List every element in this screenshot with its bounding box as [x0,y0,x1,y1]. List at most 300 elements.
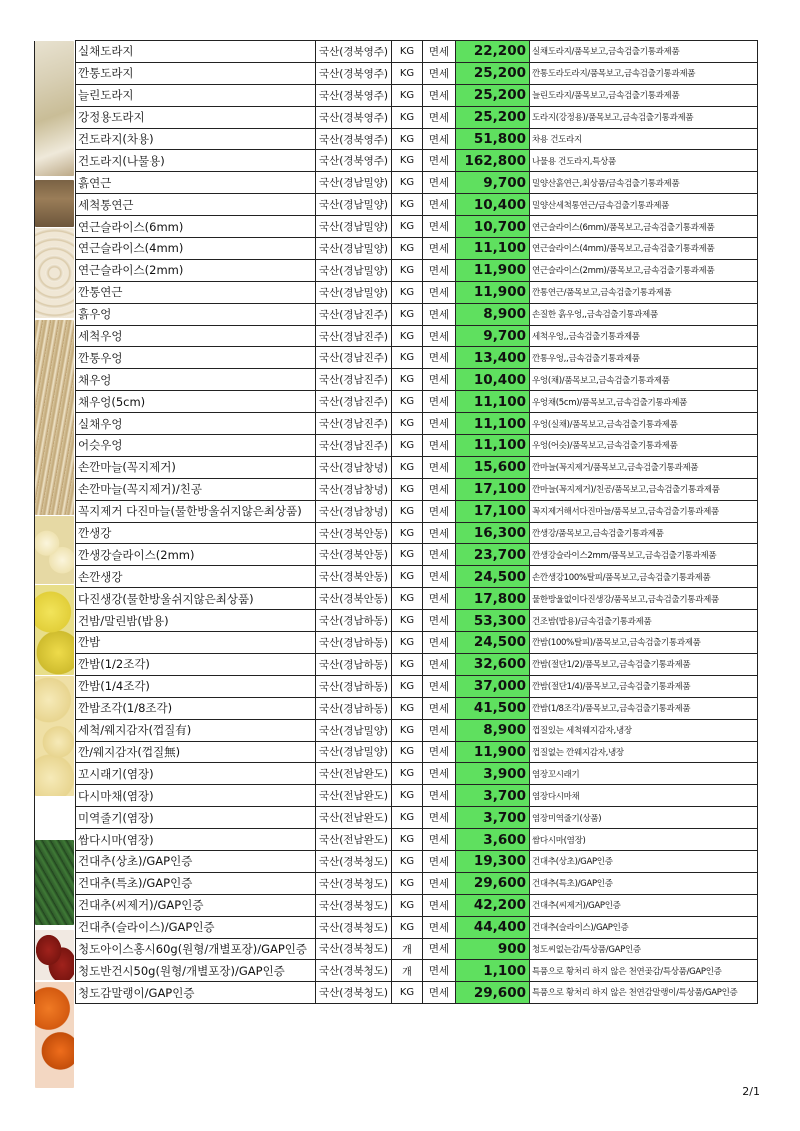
product-note: 도라지(강정용)/품목보고,금속검출기통과제품 [530,106,758,128]
product-unit: KG [392,150,423,172]
product-price: 162,800 [456,150,530,172]
product-note: 건대추(특초)/GAP인증 [530,872,758,894]
product-origin: 국산(경북영주) [316,62,392,84]
product-price: 53,300 [456,610,530,632]
table-row [35,259,758,281]
tax-status: 면세 [423,303,456,325]
product-unit: KG [392,566,423,588]
product-unit: KG [392,456,423,478]
table-row [35,872,758,894]
product-name: 늘린도라지 [76,84,316,106]
product-origin: 국산(전남완도) [316,829,392,851]
product-note: 깐통우엉,,금속검출기통과제품 [530,347,758,369]
product-unit: KG [392,128,423,150]
product-name: 깐통우엉 [76,347,316,369]
product-unit: KG [392,741,423,763]
table-row [35,894,758,916]
tax-status: 면세 [423,347,456,369]
tax-status: 면세 [423,150,456,172]
product-unit: KG [392,62,423,84]
product-unit: KG [392,894,423,916]
product-unit: KG [392,829,423,851]
table-row [35,216,758,238]
table-row [35,281,758,303]
product-note: 손질한 흙우엉,,금속검출기통과제품 [530,303,758,325]
product-price: 10,700 [456,216,530,238]
product-price: 9,700 [456,325,530,347]
product-origin: 국산(전남완도) [316,785,392,807]
product-unit: KG [392,259,423,281]
product-name: 세척통연근 [76,194,316,216]
product-name: 깐/웨지감자(껍질無) [76,741,316,763]
product-unit: KG [392,522,423,544]
product-price: 1,100 [456,960,530,982]
product-price: 11,100 [456,238,530,260]
product-price: 15,600 [456,456,530,478]
product-name: 채우엉 [76,369,316,391]
product-price: 3,900 [456,763,530,785]
product-name: 청도반건시50g(원형/개별포장)/GAP인증 [76,960,316,982]
product-price: 41,500 [456,697,530,719]
product-unit: KG [392,391,423,413]
product-name: 건대추(슬라이스)/GAP인증 [76,916,316,938]
product-name: 건대추(씨제거)/GAP인증 [76,894,316,916]
product-price: 17,100 [456,478,530,500]
product-name: 연근슬라이스(2mm) [76,259,316,281]
price-table-body [35,41,758,1004]
product-unit: KG [392,500,423,522]
product-name: 미역줄기(염장) [76,807,316,829]
tax-status: 면세 [423,456,456,478]
table-row [35,916,758,938]
product-name: 건밤/말린밤(밥용) [76,610,316,632]
product-unit: KG [392,916,423,938]
product-name: 다시마채(염장) [76,785,316,807]
product-note: 깐마늘(꼭지제거)/친공/품목보고,금속검출기통과제품 [530,478,758,500]
product-origin: 국산(경남창녕) [316,456,392,478]
tax-status: 면세 [423,741,456,763]
seaweed-photo [35,840,74,925]
tax-status: 면세 [423,982,456,1004]
product-note: 특품으로 황처리 하지 않은 천연곶감/특상품/GAP인증 [530,960,758,982]
tax-status: 면세 [423,566,456,588]
product-unit: KG [392,982,423,1004]
product-note: 쌈다시마(염장) [530,829,758,851]
table-row [35,675,758,697]
product-name: 채우엉(5cm) [76,391,316,413]
product-unit: KG [392,785,423,807]
product-unit: 개 [392,938,423,960]
product-note: 깐통연근/품목보고,금속검출기통과제품 [530,281,758,303]
tax-status: 면세 [423,216,456,238]
product-origin: 국산(경남밀양) [316,172,392,194]
product-note: 우엉(실채)/품목보고,금속검출기통과제품 [530,413,758,435]
product-name: 실채도라지 [76,41,316,63]
tax-status: 면세 [423,544,456,566]
product-unit: KG [392,194,423,216]
table-row [35,785,758,807]
table-row [35,478,758,500]
product-name: 세척우엉 [76,325,316,347]
product-origin: 국산(경북청도) [316,960,392,982]
table-row [35,588,758,610]
jujube-photo [35,930,74,980]
product-unit: KG [392,369,423,391]
product-note: 깐생강/품목보고,금속검출기통과제품 [530,522,758,544]
product-note: 연근슬라이스(4mm)/품목보고,금속검출기통과제품 [530,238,758,260]
product-unit: KG [392,653,423,675]
product-origin: 국산(경남창녕) [316,500,392,522]
tax-status: 면세 [423,653,456,675]
product-note: 깐밤(절단1/4)/품목보고,금속검출기통과제품 [530,675,758,697]
table-row [35,763,758,785]
product-note: 손깐생강100%탈피/품목보고,금속검출기통과제품 [530,566,758,588]
product-name: 깐통연근 [76,281,316,303]
product-unit: KG [392,478,423,500]
product-price: 11,900 [456,741,530,763]
product-note: 연근슬라이스(6mm)/품목보고,금속검출기통과제품 [530,216,758,238]
product-note: 깐밤(100%탈피)/품목보고,금속검출기통과제품 [530,632,758,654]
product-origin: 국산(경북청도) [316,916,392,938]
product-price: 11,900 [456,259,530,281]
table-row [35,544,758,566]
product-price: 8,900 [456,303,530,325]
table-row [35,982,758,1004]
tax-status: 면세 [423,435,456,457]
product-unit: KG [392,325,423,347]
tax-status: 면세 [423,84,456,106]
tax-status: 면세 [423,588,456,610]
product-unit: KG [392,172,423,194]
product-origin: 국산(전남완도) [316,763,392,785]
product-note: 깐밤(절단1/2)/품목보고,금속검출기통과제품 [530,653,758,675]
product-note: 건대추(슬라이스)/GAP인증 [530,916,758,938]
table-row [35,960,758,982]
product-origin: 국산(경북청도) [316,850,392,872]
product-name: 흙우엉 [76,303,316,325]
table-row [35,150,758,172]
table-row [35,741,758,763]
tax-status: 면세 [423,522,456,544]
table-row [35,325,758,347]
product-unit: KG [392,675,423,697]
product-name: 청도감말랭이/GAP인증 [76,982,316,1004]
doraji-photo [35,41,74,176]
tax-status: 면세 [423,675,456,697]
product-note: 껍질없는 깐웨지감자,냉장 [530,741,758,763]
product-name: 실채우엉 [76,413,316,435]
product-price: 16,300 [456,522,530,544]
tax-status: 면세 [423,259,456,281]
product-origin: 국산(경북청도) [316,938,392,960]
product-price: 17,100 [456,500,530,522]
price-list-sheet [34,40,757,1004]
product-price: 19,300 [456,850,530,872]
product-name: 깐밤 [76,632,316,654]
product-origin: 국산(경남하동) [316,610,392,632]
tax-status: 면세 [423,719,456,741]
product-note: 건대추(상초)/GAP인증 [530,850,758,872]
product-note: 우엉(채)/품목보고,금속검출기통과제품 [530,369,758,391]
product-note: 밀양산세척통연근/금속검출기통과제품 [530,194,758,216]
product-origin: 국산(경남밀양) [316,741,392,763]
product-name: 손깐마늘(꼭지제거)/친공 [76,478,316,500]
product-unit: KG [392,850,423,872]
product-origin: 국산(경남진주) [316,391,392,413]
product-image-cell [35,807,76,829]
tax-status: 면세 [423,238,456,260]
product-unit: KG [392,872,423,894]
product-name: 건도라지(차용) [76,128,316,150]
product-origin: 국산(경남진주) [316,435,392,457]
product-price: 11,100 [456,413,530,435]
product-origin: 국산(경남창녕) [316,478,392,500]
table-row [35,391,758,413]
product-price: 3,700 [456,807,530,829]
price-table [34,40,758,1004]
product-name: 연근슬라이스(4mm) [76,238,316,260]
product-unit: KG [392,281,423,303]
table-row [35,435,758,457]
product-name: 꼬시래기(염장) [76,763,316,785]
product-name: 건대추(특초)/GAP인증 [76,872,316,894]
table-row [35,62,758,84]
product-origin: 국산(경남진주) [316,303,392,325]
product-origin: 국산(경북청도) [316,982,392,1004]
tax-status: 면세 [423,697,456,719]
product-origin: 국산(경북안동) [316,588,392,610]
tax-status: 면세 [423,325,456,347]
tax-status: 면세 [423,62,456,84]
table-row [35,653,758,675]
table-row [35,829,758,851]
product-origin: 국산(경남밀양) [316,719,392,741]
product-note: 깐통도라도라지/품목보고,금속검출기통과제품 [530,62,758,84]
product-price: 25,200 [456,106,530,128]
tax-status: 면세 [423,194,456,216]
table-row [35,369,758,391]
table-row [35,194,758,216]
product-origin: 국산(전남완도) [316,807,392,829]
product-note: 특품으로 황처리 하지 않은 천연감말랭이/특상품/GAP인증 [530,982,758,1004]
product-name: 청도아이스홍시60g(원형/개별포장)/GAP인증 [76,938,316,960]
product-note: 깐생강슬라이스2mm/품목보고,금속검출기통과제품 [530,544,758,566]
product-origin: 국산(경북안동) [316,522,392,544]
product-unit: KG [392,719,423,741]
product-origin: 국산(경북영주) [316,106,392,128]
lotus-slice-photo [35,228,74,318]
product-price: 17,800 [456,588,530,610]
product-unit: KG [392,347,423,369]
tax-status: 면세 [423,391,456,413]
product-note: 우엉채(5cm)/품목보고,금속검출기통과제품 [530,391,758,413]
product-price: 10,400 [456,194,530,216]
table-row [35,500,758,522]
table-row [35,610,758,632]
product-origin: 국산(경북안동) [316,566,392,588]
tax-status: 면세 [423,894,456,916]
product-origin: 국산(경북영주) [316,84,392,106]
product-name: 어슷우엉 [76,435,316,457]
product-unit: KG [392,588,423,610]
product-origin: 국산(경남밀양) [316,281,392,303]
product-price: 29,600 [456,982,530,1004]
product-price: 11,100 [456,435,530,457]
tax-status: 면세 [423,610,456,632]
tax-status: 면세 [423,829,456,851]
product-origin: 국산(경북영주) [316,150,392,172]
table-row [35,128,758,150]
product-name: 손깐마늘(꼭지제거) [76,456,316,478]
product-price: 24,500 [456,566,530,588]
product-name: 세척/웨지감자(껍질有) [76,719,316,741]
table-row [35,106,758,128]
product-note: 염장다시마채 [530,785,758,807]
table-row [35,522,758,544]
product-name: 쌈다시마(염장) [76,829,316,851]
product-origin: 국산(경남하동) [316,697,392,719]
product-unit: KG [392,544,423,566]
table-row [35,413,758,435]
table-row [35,938,758,960]
product-origin: 국산(경남진주) [316,413,392,435]
product-price: 29,600 [456,872,530,894]
tax-status: 면세 [423,478,456,500]
product-origin: 국산(경북영주) [316,41,392,63]
tax-status: 면세 [423,369,456,391]
product-name: 건도라지(나물용) [76,150,316,172]
product-origin: 국산(경남하동) [316,653,392,675]
product-origin: 국산(경남진주) [316,325,392,347]
product-unit: KG [392,106,423,128]
garlic-photo [35,516,74,584]
table-row [35,238,758,260]
tax-status: 면세 [423,632,456,654]
chestnut-photo [35,676,74,796]
product-price: 22,200 [456,41,530,63]
product-note: 차용 건도라지 [530,128,758,150]
product-price: 13,400 [456,347,530,369]
product-unit: KG [392,697,423,719]
product-price: 11,100 [456,391,530,413]
product-name: 손깐생강 [76,566,316,588]
table-row [35,84,758,106]
product-price: 900 [456,938,530,960]
tax-status: 면세 [423,106,456,128]
product-price: 10,400 [456,369,530,391]
product-unit: KG [392,216,423,238]
product-price: 44,400 [456,916,530,938]
tax-status: 면세 [423,281,456,303]
product-name: 깐생강슬라이스(2mm) [76,544,316,566]
product-unit: KG [392,303,423,325]
product-name: 건대추(상초)/GAP인증 [76,850,316,872]
tax-status: 면세 [423,916,456,938]
product-note: 깐밤(1/8조각)/품목보고,금속검출기통과제품 [530,697,758,719]
tax-status: 면세 [423,763,456,785]
table-row [35,850,758,872]
product-origin: 국산(경북안동) [316,544,392,566]
tax-status: 면세 [423,785,456,807]
product-name: 깐밤조각(1/8조각) [76,697,316,719]
product-origin: 국산(경남밀양) [316,194,392,216]
tax-status: 면세 [423,807,456,829]
product-unit: 개 [392,960,423,982]
product-origin: 국산(경남밀양) [316,216,392,238]
product-note: 청도씨없는감/특상품/GAP인증 [530,938,758,960]
product-origin: 국산(경남하동) [316,675,392,697]
product-price: 51,800 [456,128,530,150]
table-row [35,719,758,741]
table-row [35,456,758,478]
product-note: 염장꼬시래기 [530,763,758,785]
tax-status: 면세 [423,413,456,435]
product-origin: 국산(경북청도) [316,894,392,916]
product-unit: KG [392,84,423,106]
product-unit: KG [392,763,423,785]
table-row [35,347,758,369]
product-price: 32,600 [456,653,530,675]
product-note: 꼭지제거해서다진마늘/품목보고,금속검출기통과제품 [530,500,758,522]
table-row [35,303,758,325]
product-unit: KG [392,610,423,632]
product-note: 깐마늘(꼭지제거/품목보고,금속검출기통과제품 [530,456,758,478]
ginger-photo [35,585,74,675]
page-number: 2/1 [742,1085,760,1098]
product-origin: 국산(경북영주) [316,128,392,150]
product-note: 우엉(어슷)/품목보고,금속검출기통과제품 [530,435,758,457]
product-price: 24,500 [456,632,530,654]
product-note: 물한방울없이다진생강/품목보고,금속검출기통과제품 [530,588,758,610]
tax-status: 면세 [423,128,456,150]
product-unit: KG [392,632,423,654]
product-unit: KG [392,807,423,829]
product-name: 깐통도라지 [76,62,316,84]
product-name: 깐밤(1/2조각) [76,653,316,675]
burdock-photo [35,320,74,515]
product-unit: KG [392,435,423,457]
tax-status: 면세 [423,500,456,522]
table-row [35,632,758,654]
product-name: 강정용도라지 [76,106,316,128]
product-price: 11,900 [456,281,530,303]
product-origin: 국산(경남밀양) [316,259,392,281]
product-name: 깐밤(1/4조각) [76,675,316,697]
product-note: 세척우엉,,금속검출기통과제품 [530,325,758,347]
lotus-root-photo [35,180,74,227]
product-origin: 국산(경북청도) [316,872,392,894]
product-origin: 국산(경남하동) [316,632,392,654]
product-note: 밀양산흙연근,최상품/금속검출기통과제품 [530,172,758,194]
tax-status: 면세 [423,172,456,194]
product-price: 8,900 [456,719,530,741]
table-row [35,172,758,194]
table-row [35,697,758,719]
product-origin: 국산(경남밀양) [316,238,392,260]
product-note: 염장미역줄기(상품) [530,807,758,829]
product-price: 3,600 [456,829,530,851]
product-note: 연근슬라이스(2mm)/품목보고,금속검출기통과제품 [530,259,758,281]
product-name: 흙연근 [76,172,316,194]
table-row [35,41,758,63]
product-note: 껍질있는 세척웨지감자,냉장 [530,719,758,741]
product-note: 건대추(씨제거)/GAP인증 [530,894,758,916]
product-price: 23,700 [456,544,530,566]
product-price: 42,200 [456,894,530,916]
persimmon-photo [35,982,74,1088]
table-row [35,807,758,829]
tax-status: 면세 [423,938,456,960]
